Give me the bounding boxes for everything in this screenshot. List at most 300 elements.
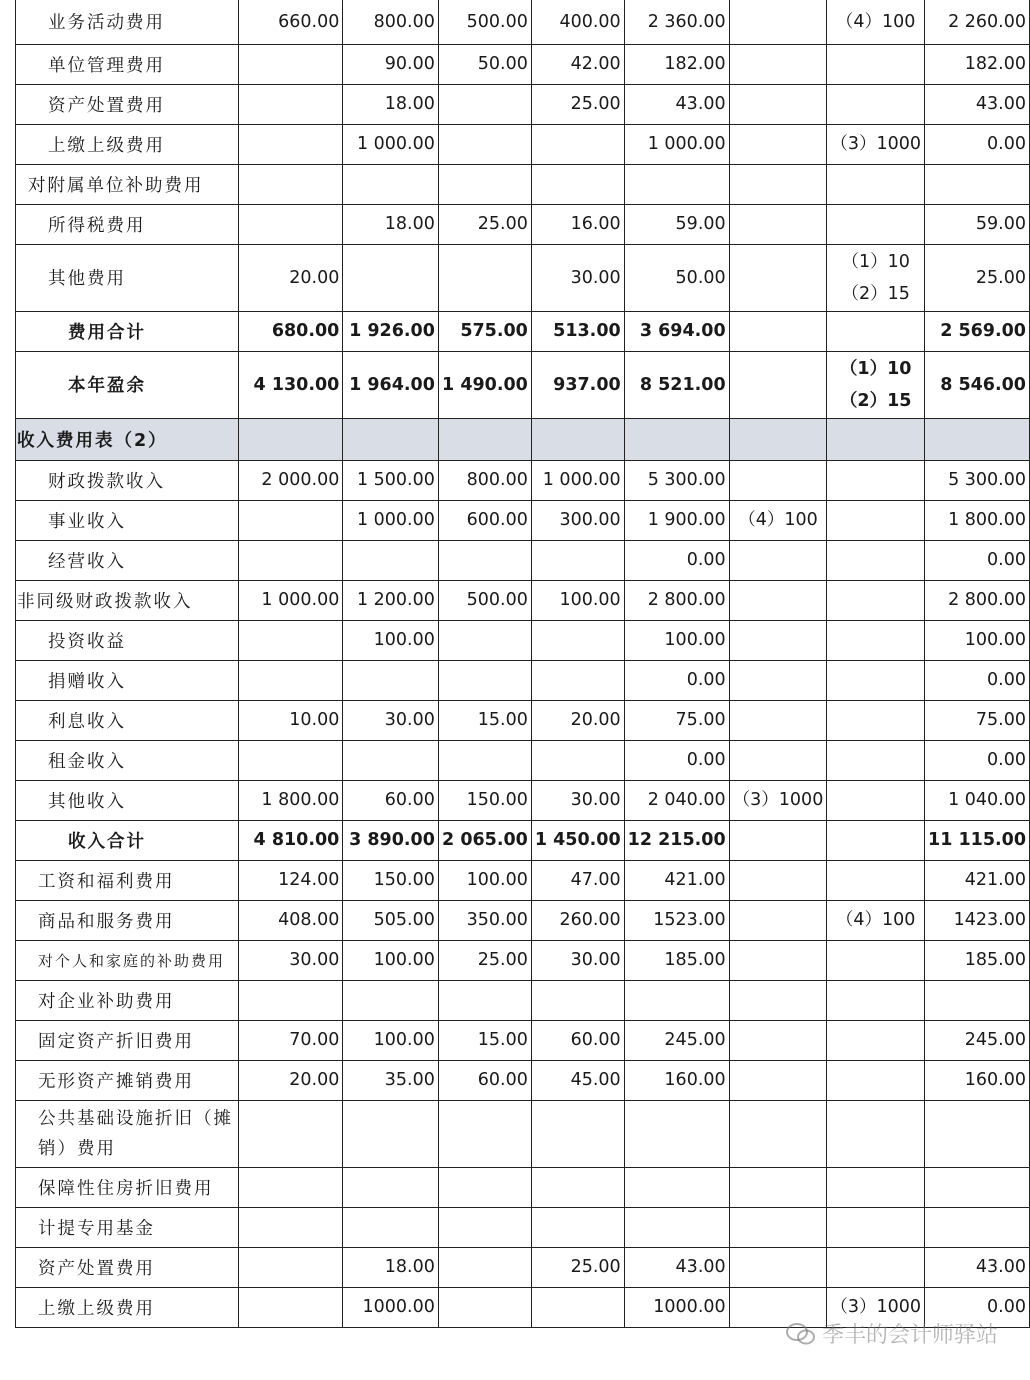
value-cell: 8 546.00 xyxy=(925,351,1030,418)
row-label: 收入合计 xyxy=(16,820,239,860)
adjustment-cell xyxy=(827,1167,925,1207)
value-cell: 1 800.00 xyxy=(239,780,343,820)
value-cell xyxy=(343,1100,439,1167)
row-label: 非同级财政拨款收入 xyxy=(16,580,239,620)
value-cell: 70.00 xyxy=(239,1020,343,1060)
value-cell: 75.00 xyxy=(624,700,729,740)
value-cell: 60.00 xyxy=(531,1020,624,1060)
adjustment-cell xyxy=(729,124,827,164)
table-row xyxy=(16,580,1030,620)
row-label: 利息收入 xyxy=(16,700,239,740)
adjustment-cell xyxy=(827,1020,925,1060)
value-cell: 43.00 xyxy=(624,84,729,124)
value-cell: 245.00 xyxy=(925,1020,1030,1060)
table-row xyxy=(16,124,1030,164)
adjustment-cell xyxy=(729,580,827,620)
value-cell: 42.00 xyxy=(531,44,624,84)
value-cell: 100.00 xyxy=(531,580,624,620)
table-row xyxy=(16,244,1030,311)
adjustment-cell xyxy=(729,1167,827,1207)
row-label: 其他收入 xyxy=(16,780,239,820)
row-label: 对个人和家庭的补助费用 xyxy=(16,940,239,980)
value-cell: 30.00 xyxy=(239,940,343,980)
value-cell: 18.00 xyxy=(343,84,439,124)
value-cell: 25.00 xyxy=(925,244,1030,311)
value-cell xyxy=(531,980,624,1020)
value-cell: 50.00 xyxy=(438,44,531,84)
row-label: 上缴上级费用 xyxy=(16,1287,239,1327)
value-cell xyxy=(438,740,531,780)
adjustment-cell xyxy=(827,700,925,740)
table-row xyxy=(16,1207,1030,1247)
value-cell xyxy=(343,540,439,580)
value-cell: 1 450.00 xyxy=(531,820,624,860)
adjustment-cell xyxy=(827,500,925,540)
value-cell: 4 810.00 xyxy=(239,820,343,860)
adjustment-cell xyxy=(827,660,925,700)
value-cell: 43.00 xyxy=(925,84,1030,124)
value-cell xyxy=(531,620,624,660)
value-cell: 20.00 xyxy=(239,244,343,311)
value-cell: 1 900.00 xyxy=(624,500,729,540)
value-cell: 100.00 xyxy=(624,620,729,660)
adjustment-cell xyxy=(827,418,925,460)
value-cell: 0.00 xyxy=(624,660,729,700)
adjustment-cell xyxy=(827,164,925,204)
value-cell: 4 130.00 xyxy=(239,351,343,418)
adjustment-cell xyxy=(827,1247,925,1287)
value-cell: 25.00 xyxy=(438,204,531,244)
table-row xyxy=(16,351,1030,418)
value-cell: 20.00 xyxy=(531,700,624,740)
table-row xyxy=(16,0,1030,44)
value-cell: 1000.00 xyxy=(624,1287,729,1327)
row-label: 收入费用表（2） xyxy=(16,418,239,460)
value-cell: 2 260.00 xyxy=(925,0,1030,44)
adjustment-cell: （3）1000 xyxy=(827,124,925,164)
row-label: 资产处置费用 xyxy=(16,1247,239,1287)
value-cell: 185.00 xyxy=(925,940,1030,980)
adjustment-cell xyxy=(729,351,827,418)
table-row xyxy=(16,164,1030,204)
value-cell xyxy=(239,44,343,84)
value-cell: 182.00 xyxy=(925,44,1030,84)
value-cell: 30.00 xyxy=(343,700,439,740)
adjustment-cell xyxy=(827,620,925,660)
value-cell xyxy=(531,1287,624,1327)
value-cell xyxy=(531,740,624,780)
adjustment-cell xyxy=(729,244,827,311)
value-cell: 185.00 xyxy=(624,940,729,980)
value-cell xyxy=(343,660,439,700)
adjustment-cell xyxy=(729,1247,827,1287)
adjustment-cell xyxy=(729,820,827,860)
value-cell xyxy=(531,1167,624,1207)
value-cell xyxy=(343,164,439,204)
value-cell: 11 115.00 xyxy=(925,820,1030,860)
adjustment-cell: （4）100 xyxy=(827,0,925,44)
value-cell: 350.00 xyxy=(438,900,531,940)
value-cell: 660.00 xyxy=(239,0,343,44)
adjustment-cell: （3）1000 xyxy=(827,1287,925,1327)
value-cell xyxy=(624,1100,729,1167)
table-row xyxy=(16,780,1030,820)
row-label: 经营收入 xyxy=(16,540,239,580)
value-cell: 25.00 xyxy=(531,84,624,124)
value-cell xyxy=(438,1207,531,1247)
value-cell: 1 000.00 xyxy=(531,460,624,500)
value-cell: 30.00 xyxy=(531,244,624,311)
value-cell: 16.00 xyxy=(531,204,624,244)
value-cell: 15.00 xyxy=(438,700,531,740)
row-label: 投资收益 xyxy=(16,620,239,660)
value-cell: 1 964.00 xyxy=(343,351,439,418)
value-cell xyxy=(239,1247,343,1287)
adjustment-cell xyxy=(729,860,827,900)
table-row xyxy=(16,940,1030,980)
value-cell: 505.00 xyxy=(343,900,439,940)
value-cell xyxy=(531,1207,624,1247)
adjustment-cell xyxy=(827,1060,925,1100)
value-cell xyxy=(438,660,531,700)
adjustment-cell xyxy=(827,244,925,311)
value-cell: 1 926.00 xyxy=(343,311,439,351)
value-cell xyxy=(239,660,343,700)
adjustment-cell xyxy=(827,860,925,900)
table-row xyxy=(16,84,1030,124)
value-cell xyxy=(239,1207,343,1247)
value-cell xyxy=(239,84,343,124)
value-cell: 100.00 xyxy=(925,620,1030,660)
value-cell: 1 500.00 xyxy=(343,460,439,500)
value-cell: 100.00 xyxy=(438,860,531,900)
value-cell xyxy=(438,1167,531,1207)
adjustment-cell xyxy=(729,1020,827,1060)
value-cell xyxy=(438,164,531,204)
value-cell xyxy=(239,740,343,780)
value-cell: 2 800.00 xyxy=(925,580,1030,620)
row-label: 对企业补助费用 xyxy=(16,980,239,1020)
adjustment-cell xyxy=(729,660,827,700)
value-cell xyxy=(438,1100,531,1167)
value-cell: 421.00 xyxy=(624,860,729,900)
adjustment-cell xyxy=(729,460,827,500)
adjustment-cell xyxy=(827,1207,925,1247)
value-cell: 90.00 xyxy=(343,44,439,84)
value-cell xyxy=(531,164,624,204)
row-label: 保障性住房折旧费用 xyxy=(16,1167,239,1207)
value-cell: 260.00 xyxy=(531,900,624,940)
table-row xyxy=(16,44,1030,84)
adjustment-cell xyxy=(729,1060,827,1100)
row-label: 工资和福利费用 xyxy=(16,860,239,900)
adjustment-cell xyxy=(729,540,827,580)
adjustment-cell xyxy=(729,700,827,740)
adjustment-cell xyxy=(729,418,827,460)
adjustment-cell xyxy=(729,204,827,244)
value-cell: 0.00 xyxy=(925,660,1030,700)
adjustment-entry: （2）15 xyxy=(841,283,910,304)
value-cell: 100.00 xyxy=(343,1020,439,1060)
adjustment-cell xyxy=(827,204,925,244)
value-cell: 1 000.00 xyxy=(343,124,439,164)
value-cell xyxy=(531,660,624,700)
value-cell: 1 040.00 xyxy=(925,780,1030,820)
table-row xyxy=(16,204,1030,244)
adjustment-cell xyxy=(729,44,827,84)
value-cell: 150.00 xyxy=(343,860,439,900)
row-label: 无形资产摊销费用 xyxy=(16,1060,239,1100)
adjustment-cell xyxy=(729,0,827,44)
value-cell xyxy=(925,1167,1030,1207)
value-cell xyxy=(925,164,1030,204)
row-label: 对附属单位补助费用 xyxy=(16,164,239,204)
adjustment-cell xyxy=(827,1100,925,1167)
adjustment-cell: （4）100 xyxy=(827,900,925,940)
value-cell: 500.00 xyxy=(438,580,531,620)
value-cell: 59.00 xyxy=(624,204,729,244)
value-cell: 100.00 xyxy=(343,620,439,660)
value-cell xyxy=(239,980,343,1020)
row-label: 上缴上级费用 xyxy=(16,124,239,164)
adjustment-cell xyxy=(729,900,827,940)
value-cell: 47.00 xyxy=(531,860,624,900)
table-row xyxy=(16,1020,1030,1060)
adjustment-cell xyxy=(827,460,925,500)
value-cell xyxy=(239,418,343,460)
value-cell: 0.00 xyxy=(624,740,729,780)
value-cell: 60.00 xyxy=(343,780,439,820)
value-cell: 8 521.00 xyxy=(624,351,729,418)
adjustment-cell xyxy=(729,740,827,780)
table-row xyxy=(16,820,1030,860)
value-cell xyxy=(239,500,343,540)
value-cell: 100.00 xyxy=(343,940,439,980)
adjustment-cell xyxy=(729,940,827,980)
value-cell: 1523.00 xyxy=(624,900,729,940)
value-cell: 12 215.00 xyxy=(624,820,729,860)
value-cell: 5 300.00 xyxy=(624,460,729,500)
value-cell: 2 360.00 xyxy=(624,0,729,44)
value-cell: 45.00 xyxy=(531,1060,624,1100)
value-cell: 3 694.00 xyxy=(624,311,729,351)
table-row xyxy=(16,660,1030,700)
value-cell: 800.00 xyxy=(343,0,439,44)
table-row xyxy=(16,740,1030,780)
value-cell: 937.00 xyxy=(531,351,624,418)
value-cell xyxy=(343,1167,439,1207)
table-row xyxy=(16,540,1030,580)
value-cell xyxy=(438,620,531,660)
adjustment-cell xyxy=(729,1100,827,1167)
table-row xyxy=(16,1100,1030,1167)
value-cell xyxy=(239,1167,343,1207)
value-cell xyxy=(343,980,439,1020)
value-cell xyxy=(239,1287,343,1327)
value-cell: 43.00 xyxy=(925,1247,1030,1287)
value-cell xyxy=(239,540,343,580)
value-cell: 680.00 xyxy=(239,311,343,351)
value-cell: 245.00 xyxy=(624,1020,729,1060)
adjustment-cell xyxy=(729,980,827,1020)
value-cell: 0.00 xyxy=(925,740,1030,780)
value-cell: 15.00 xyxy=(438,1020,531,1060)
value-cell: 421.00 xyxy=(925,860,1030,900)
value-cell xyxy=(531,540,624,580)
value-cell: 800.00 xyxy=(438,460,531,500)
adjustment-cell: （4）100 xyxy=(729,500,827,540)
value-cell: 20.00 xyxy=(239,1060,343,1100)
value-cell: 25.00 xyxy=(438,940,531,980)
value-cell xyxy=(438,418,531,460)
value-cell xyxy=(531,418,624,460)
value-cell: 182.00 xyxy=(624,44,729,84)
adjustment-cell xyxy=(827,780,925,820)
value-cell: 160.00 xyxy=(925,1060,1030,1100)
adjustment-cell xyxy=(729,164,827,204)
value-cell: 5 300.00 xyxy=(925,460,1030,500)
value-cell xyxy=(438,540,531,580)
value-cell xyxy=(239,620,343,660)
value-cell: 43.00 xyxy=(624,1247,729,1287)
value-cell: 1 490.00 xyxy=(438,351,531,418)
adjustment-cell xyxy=(827,820,925,860)
value-cell: 2 040.00 xyxy=(624,780,729,820)
value-cell: 0.00 xyxy=(925,1287,1030,1327)
table-row xyxy=(16,860,1030,900)
adjustment-cell xyxy=(827,84,925,124)
wechat-icon xyxy=(786,1323,816,1345)
adjustment-cell xyxy=(827,980,925,1020)
table-row xyxy=(16,1167,1030,1207)
value-cell xyxy=(438,1287,531,1327)
value-cell: 0.00 xyxy=(925,540,1030,580)
adjustment-cell xyxy=(729,84,827,124)
value-cell xyxy=(624,1207,729,1247)
value-cell: 59.00 xyxy=(925,204,1030,244)
row-label: 计提专用基金 xyxy=(16,1207,239,1247)
value-cell: 0.00 xyxy=(925,124,1030,164)
value-cell xyxy=(343,418,439,460)
value-cell xyxy=(624,164,729,204)
adjustment-cell xyxy=(827,540,925,580)
value-cell: 60.00 xyxy=(438,1060,531,1100)
value-cell xyxy=(438,980,531,1020)
row-label: 所得税费用 xyxy=(16,204,239,244)
row-label: 其他费用 xyxy=(16,244,239,311)
table-row xyxy=(16,460,1030,500)
table-row xyxy=(16,620,1030,660)
value-cell xyxy=(239,204,343,244)
value-cell xyxy=(239,164,343,204)
section-header-row xyxy=(16,418,1030,460)
value-cell: 10.00 xyxy=(239,700,343,740)
value-cell xyxy=(624,1167,729,1207)
value-cell: 3 890.00 xyxy=(343,820,439,860)
value-cell: 2 569.00 xyxy=(925,311,1030,351)
value-cell: 2 800.00 xyxy=(624,580,729,620)
watermark xyxy=(786,1318,998,1349)
value-cell xyxy=(925,980,1030,1020)
value-cell xyxy=(438,244,531,311)
adjustment-entry: （2）15 xyxy=(839,390,912,411)
value-cell xyxy=(343,740,439,780)
value-cell xyxy=(925,418,1030,460)
value-cell: 50.00 xyxy=(624,244,729,311)
value-cell: 2 065.00 xyxy=(438,820,531,860)
table-row xyxy=(16,980,1030,1020)
value-cell: 35.00 xyxy=(343,1060,439,1100)
watermark-text: 季丰的会计师驿站 xyxy=(821,1323,998,1348)
row-label: 捐赠收入 xyxy=(16,660,239,700)
adjustment-cell xyxy=(827,311,925,351)
adjustment-cell xyxy=(729,311,827,351)
value-cell: 75.00 xyxy=(925,700,1030,740)
value-cell: 18.00 xyxy=(343,1247,439,1287)
value-cell: 513.00 xyxy=(531,311,624,351)
value-cell: 600.00 xyxy=(438,500,531,540)
table-body xyxy=(16,0,1030,1327)
adjustment-cell xyxy=(827,740,925,780)
value-cell xyxy=(531,1100,624,1167)
value-cell: 1 800.00 xyxy=(925,500,1030,540)
row-label: 公共基础设施折旧（摊销）费用 xyxy=(16,1100,239,1167)
value-cell xyxy=(343,1207,439,1247)
value-cell xyxy=(925,1207,1030,1247)
row-label: 业务活动费用 xyxy=(16,0,239,44)
income-expense-table xyxy=(15,0,1030,1328)
value-cell xyxy=(239,1100,343,1167)
value-cell: 1000.00 xyxy=(343,1287,439,1327)
row-label: 事业收入 xyxy=(16,500,239,540)
value-cell: 575.00 xyxy=(438,311,531,351)
row-label: 固定资产折旧费用 xyxy=(16,1020,239,1060)
value-cell: 1 000.00 xyxy=(624,124,729,164)
value-cell: 30.00 xyxy=(531,940,624,980)
table-row xyxy=(16,311,1030,351)
value-cell: 400.00 xyxy=(531,0,624,44)
value-cell xyxy=(531,124,624,164)
value-cell xyxy=(438,84,531,124)
table-row xyxy=(16,900,1030,940)
adjustment-entry: （1）10 xyxy=(839,358,912,379)
value-cell xyxy=(239,124,343,164)
value-cell: 408.00 xyxy=(239,900,343,940)
adjustment-cell: （3）1000 xyxy=(729,780,827,820)
value-cell: 2 000.00 xyxy=(239,460,343,500)
value-cell: 30.00 xyxy=(531,780,624,820)
value-cell: 1 200.00 xyxy=(343,580,439,620)
row-label: 商品和服务费用 xyxy=(16,900,239,940)
row-label: 费用合计 xyxy=(16,311,239,351)
value-cell xyxy=(925,1100,1030,1167)
value-cell: 124.00 xyxy=(239,860,343,900)
adjustment-cell xyxy=(827,940,925,980)
value-cell xyxy=(624,980,729,1020)
row-label: 单位管理费用 xyxy=(16,44,239,84)
table-row xyxy=(16,500,1030,540)
adjustment-cell xyxy=(729,620,827,660)
value-cell xyxy=(438,1247,531,1287)
value-cell: 25.00 xyxy=(531,1247,624,1287)
value-cell xyxy=(624,418,729,460)
value-cell: 18.00 xyxy=(343,204,439,244)
value-cell: 0.00 xyxy=(624,540,729,580)
value-cell xyxy=(343,244,439,311)
adjustment-cell xyxy=(827,44,925,84)
table-row xyxy=(16,1060,1030,1100)
row-label: 财政拨款收入 xyxy=(16,460,239,500)
